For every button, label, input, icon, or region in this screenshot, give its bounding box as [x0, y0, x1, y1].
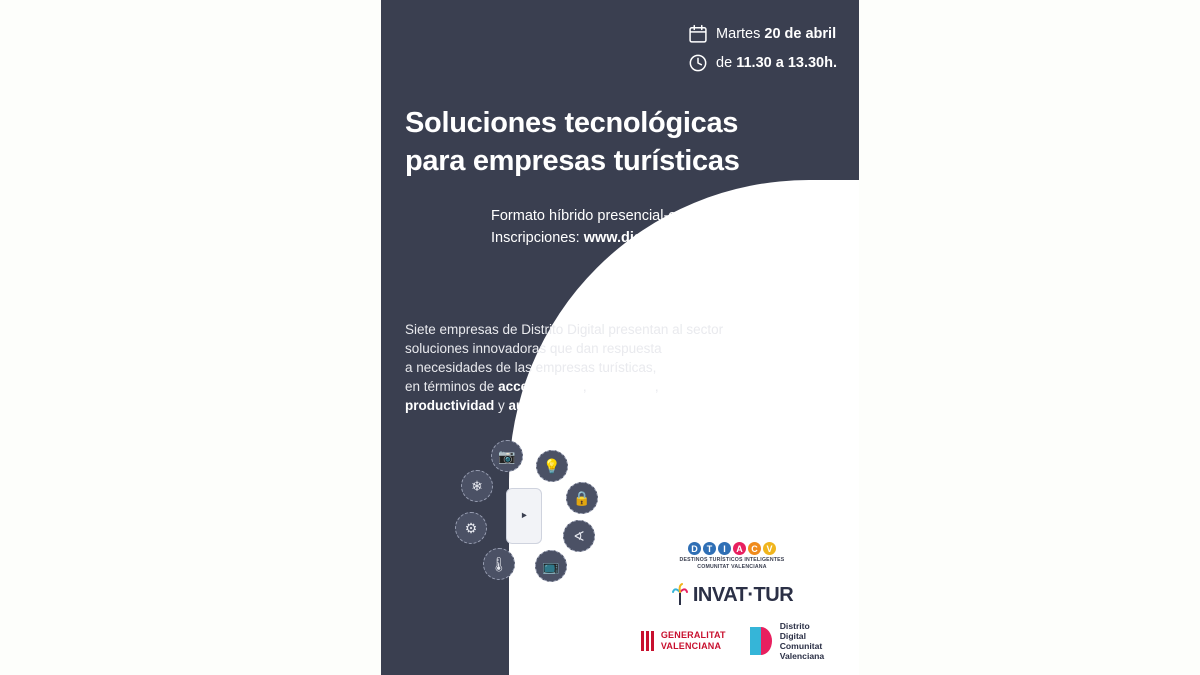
distrito-digital-text — [780, 621, 824, 661]
dti-caption — [617, 557, 847, 571]
body-line-3: a necesidades de las empresas turísticas, — [405, 360, 657, 375]
generalitat-crest-icon — [640, 629, 656, 653]
gear-icon: ⚙ — [455, 512, 487, 544]
lightbulb-icon: 💡 — [536, 450, 568, 482]
dti-letter-i: I — [718, 542, 731, 555]
poster-title-line-2: para empresas turísticas — [405, 145, 740, 177]
palm-tree-icon — [671, 583, 689, 607]
invat-tur-logo — [617, 583, 847, 607]
camera-icon: 📷 — [491, 440, 523, 472]
poster-subtitle — [491, 205, 803, 249]
dti-caption-line-1: DESTINOS TURÍSTICOS INTELIGENTES — [679, 557, 785, 563]
body-line-1: Siete empresas de Distrito Digital presentan al sector — [405, 322, 724, 337]
dti-letter-c: C — [748, 542, 761, 555]
format-line: Formato híbrido presencial-online — [491, 208, 707, 224]
dti-logo — [617, 542, 847, 555]
distrito-digital-line-4: Valenciana — [779, 651, 825, 661]
lock-icon: 🔒 — [566, 482, 598, 514]
registration-label: Inscripciones: — [491, 230, 584, 246]
thermometer-icon: 🌡 — [483, 548, 515, 580]
screen-icon: 📺 — [535, 550, 567, 582]
body-sep-3: y — [494, 398, 509, 413]
invat-tur-name: INVAT·TUR — [692, 583, 794, 606]
keyword-accesibilidad: accesibilidad — [498, 379, 583, 394]
institution-logos — [617, 621, 847, 661]
body-sep-1: , — [582, 379, 591, 394]
calendar-icon — [688, 24, 708, 44]
generalitat-line-1: GENERALITAT — [660, 630, 726, 640]
body-line-4-prefix: en términos de — [405, 379, 499, 394]
distrito-digital-logo — [748, 621, 824, 661]
keyword-seguridad: seguridad — [590, 379, 655, 394]
event-time-value: 11.30 a 13.30h. — [736, 55, 837, 71]
generalitat-line-2: VALENCIANA — [660, 641, 722, 651]
body-sep-2: , — [654, 379, 659, 394]
event-time-prefix: de — [716, 55, 737, 71]
poster-content — [381, 0, 859, 675]
generalitat-valenciana-logo — [640, 629, 726, 653]
event-time-text — [716, 53, 837, 73]
distrito-digital-line-1: Distrito — [779, 621, 810, 631]
poster-title-line-1: Soluciones tecnológicas — [405, 107, 739, 139]
clock-icon — [688, 53, 708, 73]
dti-caption-line-2: COMUNITAT VALENCIANA — [697, 564, 767, 570]
event-date-row — [688, 24, 837, 44]
iot-icon-cluster — [443, 440, 603, 590]
registration-line — [491, 227, 803, 249]
body-line-2: soluciones innovadoras que dan respuesta — [405, 341, 662, 356]
event-poster — [381, 0, 859, 675]
logo-strip — [617, 542, 847, 661]
dti-letter-d: D — [688, 542, 701, 555]
snowflake-icon: ❄ — [461, 470, 493, 502]
keyword-productividad: productividad — [405, 398, 495, 413]
event-date-text — [716, 24, 836, 44]
body-line-4 — [405, 377, 825, 396]
poster-title — [405, 104, 740, 180]
keyword-automatizacion: automatización — [508, 398, 607, 413]
event-time-row — [688, 53, 837, 73]
smartphone-wifi-icon: ‣ — [506, 488, 542, 544]
event-date-value: 20 de abril — [764, 26, 837, 42]
dti-letter-t: T — [703, 542, 716, 555]
dti-letter-a: A — [733, 542, 746, 555]
event-date-prefix: Martes — [716, 26, 765, 42]
dti-letter-v: V — [763, 542, 776, 555]
poster-body-text — [405, 320, 825, 415]
wifi-icon: ∢ — [563, 520, 595, 552]
event-meta — [688, 24, 837, 82]
generalitat-text — [661, 630, 726, 652]
body-line-5 — [405, 396, 825, 415]
distrito-digital-mark-icon — [748, 626, 774, 656]
distrito-digital-line-3: Comunitat — [779, 641, 823, 651]
registration-url[interactable]: www.distritodigitalcv.es/agenda — [583, 230, 803, 246]
distrito-digital-line-2: Digital — [779, 631, 806, 641]
